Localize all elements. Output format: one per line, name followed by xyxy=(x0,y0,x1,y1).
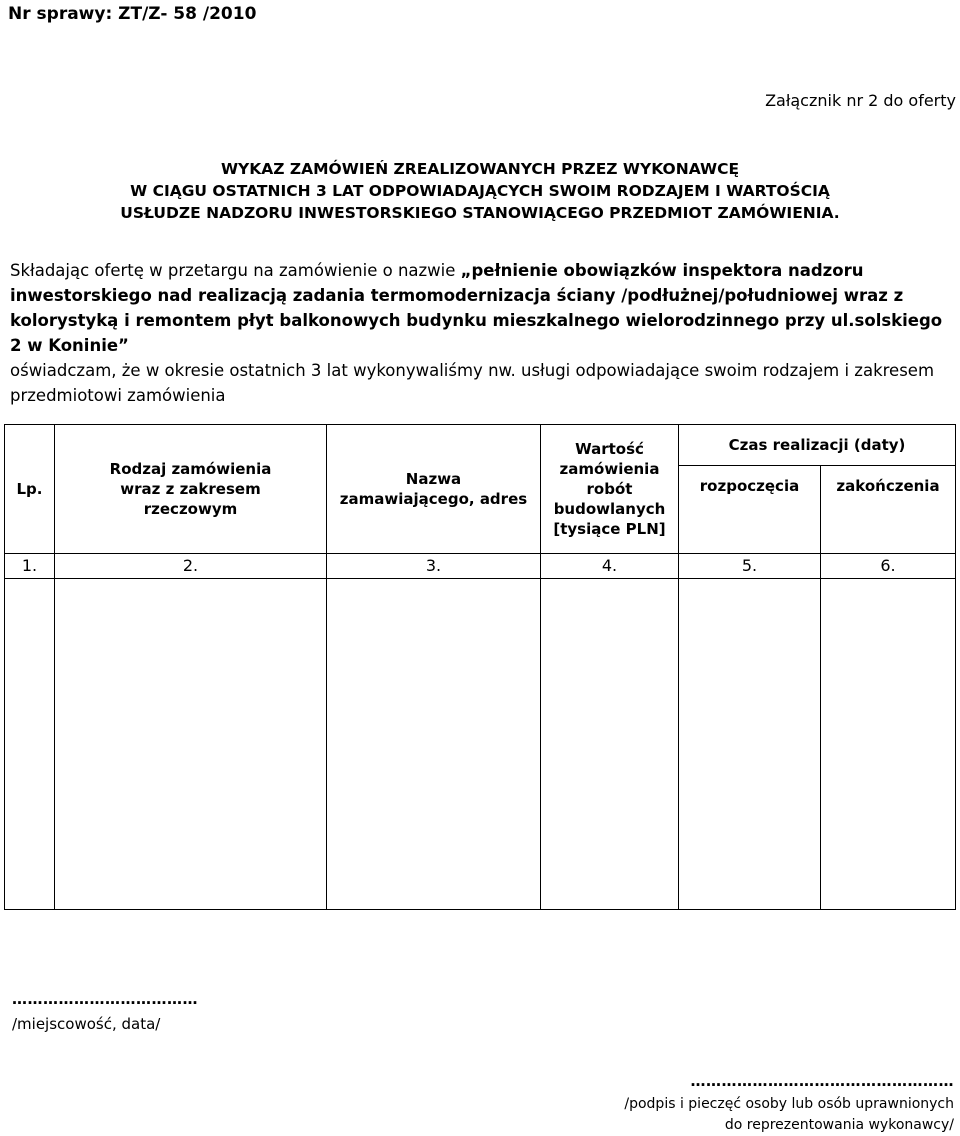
empty-cell-start-date[interactable] xyxy=(679,579,821,910)
header-order-type: Rodzaj zamówienia wraz z zakresem rzeczowym xyxy=(55,425,327,554)
contract-subject: „pełnienie obowiązków inspektora nadzoru inwestorskiego nad realizacją zadania termomodernizacja ściany /podłużnej/południowej wraz z kolorystyką i remontem płyt balkonowych budynku mieszkalnego wielorodzinnego przy ul.solskiego 2 w Koninie” xyxy=(10,261,943,355)
document-title xyxy=(0,158,960,224)
header-realization-time: Czas realizacji (daty) xyxy=(679,425,956,466)
signature-line-1: /podpis i pieczęć osoby lub osób uprawnionych xyxy=(624,1096,954,1112)
orders-table xyxy=(4,424,956,910)
column-number: 5. xyxy=(679,554,821,579)
intro-paragraph xyxy=(10,258,955,408)
empty-cell-lp[interactable] xyxy=(5,579,55,910)
case-number: Nr sprawy: ZT/Z- 58 /2010 xyxy=(8,4,257,24)
column-number: 1. xyxy=(5,554,55,579)
signature-line-2: do reprezentowania wykonawcy/ xyxy=(724,1117,954,1133)
header-end-date: zakończenia xyxy=(821,466,956,554)
place-date-dots: ……………………………… xyxy=(12,990,198,1008)
title-line-3: USŁUDZE NADZORU INWESTORSKIEGO STANOWIĄCEGO PRZEDMIOT ZAMÓWIENIA. xyxy=(120,204,840,222)
empty-cell-client[interactable] xyxy=(327,579,541,910)
empty-cell-value[interactable] xyxy=(541,579,679,910)
header-lp: Lp. xyxy=(5,425,55,554)
intro-statement: oświadczam, że w okresie ostatnich 3 lat wykonywaliśmy nw. usługi odpowiadające swoim rodzajem i zakresem przedmiotowi zamówienia xyxy=(10,361,935,405)
title-line-1: WYKAZ ZAMÓWIEŃ ZREALIZOWANYCH PRZEZ WYKONAWCĘ xyxy=(220,160,740,178)
signature-dots: …………………………………………… xyxy=(690,1072,954,1090)
column-number: 4. xyxy=(541,554,679,579)
header-client: Nazwa zamawiającego, adres xyxy=(327,425,541,554)
column-number: 2. xyxy=(55,554,327,579)
title-line-2: W CIĄGU OSTATNICH 3 LAT ODPOWIADAJĄCYCH SWOIM RODZAJEM I WARTOŚCIĄ xyxy=(130,182,830,200)
signature-label xyxy=(624,1094,954,1136)
attachment-label: Załącznik nr 2 do oferty xyxy=(765,91,956,110)
empty-cell-order-type[interactable] xyxy=(55,579,327,910)
intro-lead: Składając ofertę w przetargu na zamówienie o nazwie xyxy=(10,261,461,280)
header-start-date: rozpoczęcia xyxy=(679,466,821,554)
place-date-label: /miejscowość, data/ xyxy=(12,1015,161,1033)
empty-cell-end-date[interactable] xyxy=(821,579,956,910)
column-number: 6. xyxy=(821,554,956,579)
column-number: 3. xyxy=(327,554,541,579)
header-value: Wartość zamówienia robót budowlanych [tysiące PLN] xyxy=(541,425,679,554)
